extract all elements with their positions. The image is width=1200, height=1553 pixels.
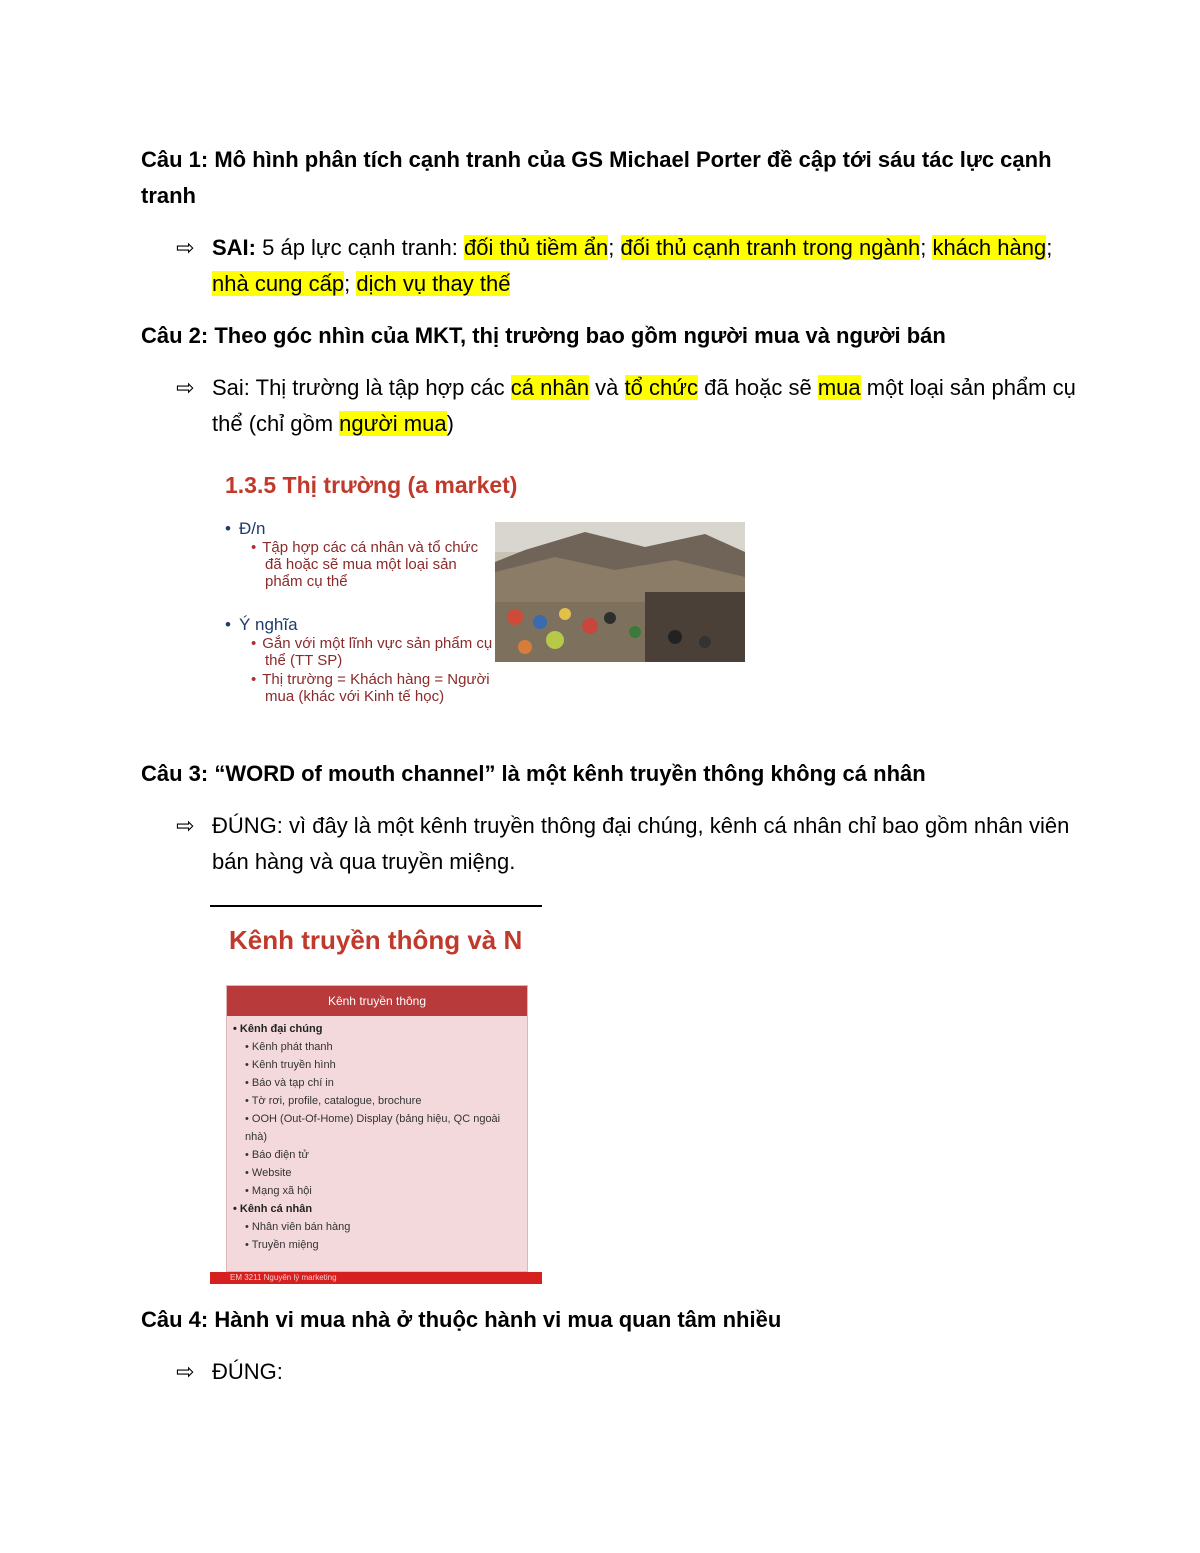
bullet-item: • Tập hợp các cá nhân và tổ chức đã hoặc sẽ mua một loại sản phẩm cụ thể [247, 539, 495, 590]
list-item: • OOH (Out-Of-Home) Display (bảng hiệu, QC ngoài nhà) [245, 1110, 521, 1146]
list-item: • Website [245, 1164, 521, 1182]
slide-channels [210, 905, 542, 1285]
force-item: khách hàng [932, 235, 1047, 260]
question-2: Câu 2: Theo góc nhìn của MKT, thị trường bao gồm người mua và người bán [141, 323, 946, 348]
force-item: dịch vụ thay thế [356, 271, 511, 296]
list-item: • Truyền miệng [245, 1236, 521, 1254]
channel-list [227, 1016, 527, 1254]
force-item: đối thủ tiềm ẩn [463, 235, 609, 260]
slide-footer: EM 3211 Nguyên lý marketing [210, 1272, 542, 1284]
answer-4 [176, 1354, 1076, 1390]
group-personal: • Kênh cá nhân [233, 1200, 521, 1218]
arrow-icon: ⇨ [176, 1359, 195, 1384]
answer-1-verdict: SAI: [212, 235, 256, 260]
arrow-icon: ⇨ [176, 813, 195, 838]
force-item: đối thủ cạnh tranh trong ngành [620, 235, 921, 260]
channel-box-header: Kênh truyền thông [227, 986, 527, 1016]
answer-3 [176, 808, 1076, 880]
answer-3-text: ĐÚNG: vì đây là một kênh truyền thông đại chúng, kênh cá nhân chỉ bao gồm nhân viên bán hàng và qua truyền miệng. [212, 813, 1070, 874]
slide-market [215, 466, 755, 726]
question-4: Câu 4: Hành vi mua nhà ở thuộc hành vi mua quan tâm nhiều [141, 1307, 782, 1332]
list-item: • Báo và tạp chí in [245, 1074, 521, 1092]
list-item: • Kênh truyền hình [245, 1056, 521, 1074]
slide-title: 1.3.5 Thị trường (a market) [225, 472, 518, 498]
force-item: nhà cung cấp [212, 271, 345, 296]
market-photo [495, 522, 745, 662]
answer-1-text: SAI: 5 áp lực cạnh tranh: đối thủ tiềm ẩn; đối thủ cạnh tranh trong ngành; khách hàng; nhà cung cấp; dịch vụ thay thế [212, 235, 1053, 296]
group-mass: • Kênh đại chúng [233, 1020, 521, 1038]
slide-title: Kênh truyền thông và N [229, 925, 523, 955]
list-item: • Báo điện tử [245, 1146, 521, 1164]
answer-2 [176, 370, 1076, 442]
answer-2-text: Sai: Thị trường là tập hợp các cá nhân và tổ chức đã hoặc sẽ mua một loại sản phẩm cụ thể (chỉ gồm người mua) [212, 375, 1076, 436]
list-item: • Mạng xã hội [245, 1182, 521, 1200]
divider [210, 905, 542, 907]
bullet-meaning: • Ý nghĩa [225, 616, 495, 633]
slide-bullets [225, 516, 495, 705]
bullet-item: • Gắn với một lĩnh vực sản phẩm cụ thể (TT SP) [247, 635, 495, 669]
question-1: Câu 1: Mô hình phân tích cạnh tranh của GS Michael Porter đề cập tới sáu tác lực cạnh tranh [141, 147, 1052, 208]
list-item: • Nhân viên bán hàng [245, 1218, 521, 1236]
list-item: • Kênh phát thanh [245, 1038, 521, 1056]
channel-box [226, 985, 528, 1272]
list-item: • Tờ rơi, profile, catalogue, brochure [245, 1092, 521, 1110]
question-3: Câu 3: “WORD of mouth channel” là một kênh truyền thông không cá nhân [141, 761, 926, 786]
arrow-icon: ⇨ [176, 235, 195, 260]
arrow-icon: ⇨ [176, 375, 195, 400]
answer-1 [176, 230, 1076, 302]
bullet-definition: • Đ/n [225, 520, 495, 537]
answer-1-lead: 5 áp lực cạnh tranh: [256, 235, 464, 260]
bullet-item: • Thị trường = Khách hàng = Người mua (khác với Kinh tế học) [247, 671, 495, 705]
answer-4-text: ĐÚNG: [212, 1359, 283, 1384]
